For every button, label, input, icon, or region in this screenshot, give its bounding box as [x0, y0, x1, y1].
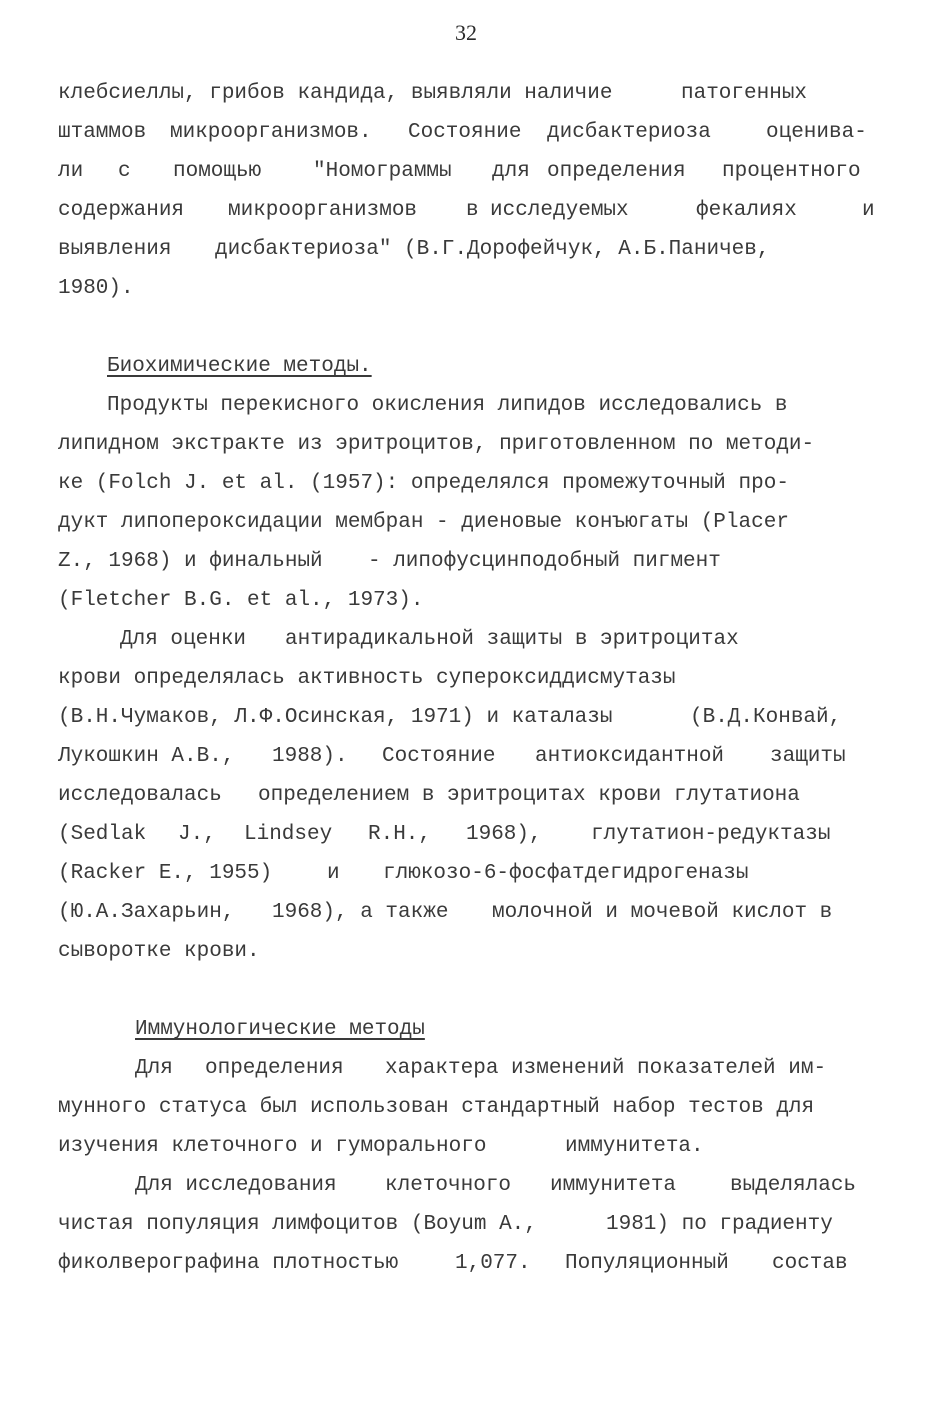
text-segment: Для оценки: [120, 628, 247, 651]
section-heading: Иммунологические методы: [135, 1018, 425, 1041]
text-segment: патогенных: [681, 82, 808, 105]
text-segment: Для исследования: [135, 1174, 337, 1197]
text-line: [0, 1248, 932, 1280]
text-segment: состав: [772, 1252, 848, 1275]
text-line: [0, 1053, 932, 1085]
text-segment: помощью: [173, 160, 262, 183]
text-segment: штаммов: [58, 121, 147, 144]
text-line: [0, 1209, 932, 1241]
text-line: [0, 429, 932, 461]
page-number: 32: [455, 20, 477, 45]
text-segment: ке (Folch J. et al. (1957): определялся промежуточный про-: [58, 472, 789, 495]
text-segment: клебсиеллы, грибов кандида, выявляли наличие: [58, 82, 613, 105]
text-segment: (Sedlak: [58, 823, 147, 846]
text-segment: мунного статуса был использован стандартный набор тестов для: [58, 1096, 815, 1119]
text-segment: характера изменений показателей им-: [385, 1057, 827, 1080]
text-segment: микроорганизмов.: [170, 121, 372, 144]
text-segment: ли: [58, 160, 84, 183]
text-segment: чистая популяция лимфоцитов (Boyum A.,: [58, 1213, 537, 1236]
text-segment: Состояние: [382, 745, 496, 768]
text-segment: исследовалась: [58, 784, 222, 807]
text-segment: - липофусцинподобный пигмент: [368, 550, 721, 573]
text-segment: (Ю.А.Захарьин,: [58, 901, 235, 924]
text-line: [0, 1092, 932, 1124]
text-line: [0, 1131, 932, 1163]
text-segment: клеточного: [385, 1174, 512, 1197]
text-line: [0, 390, 932, 422]
text-line: [0, 585, 932, 617]
text-line: [0, 663, 932, 695]
text-segment: 1980).: [58, 277, 134, 300]
text-line: [0, 195, 932, 227]
text-segment: Продукты перекисного окисления липидов исследовались в: [107, 394, 788, 417]
text-segment: R.H.,: [368, 823, 432, 846]
text-segment: 1988).: [272, 745, 348, 768]
text-segment: иммунитета: [550, 1174, 677, 1197]
text-segment: 1981) по градиенту: [606, 1213, 833, 1236]
text-line: [0, 741, 932, 773]
text-segment: (В.Н.Чумаков, Л.Ф.Осинская, 1971) и каталазы: [58, 706, 613, 729]
text-segment: сыворотке крови.: [58, 940, 260, 963]
text-line: [0, 117, 932, 149]
text-line: [0, 819, 932, 851]
text-line: [0, 936, 932, 968]
text-segment: Lindsey: [244, 823, 333, 846]
text-segment: определением в эритроцитах крови глутатиона: [258, 784, 800, 807]
text-segment: Z., 1968) и финальный: [58, 550, 323, 573]
text-segment: 1968),: [466, 823, 542, 846]
text-segment: 1,077.: [455, 1252, 531, 1275]
text-segment: молочной и мочевой кислот в: [492, 901, 833, 924]
text-segment: и: [862, 199, 875, 222]
text-segment: антирадикальной защиты в эритроцитах: [285, 628, 739, 651]
text-segment: Для: [135, 1057, 173, 1080]
text-line: [0, 468, 932, 500]
text-segment: дисбактериоза: [547, 121, 711, 144]
text-segment: и: [327, 862, 340, 885]
text-line: [0, 507, 932, 539]
text-segment: выявления: [58, 238, 172, 261]
text-segment: фиколверографина плотностью: [58, 1252, 399, 1275]
text-line: [0, 156, 932, 188]
text-segment: исследуемых: [490, 199, 629, 222]
text-line: [0, 780, 932, 812]
text-segment: Лукошкин А.В.,: [58, 745, 235, 768]
text-segment: фекалиях: [696, 199, 797, 222]
text-segment: в: [466, 199, 479, 222]
text-segment: оценива-: [766, 121, 867, 144]
text-segment: J.,: [178, 823, 216, 846]
text-line: [0, 702, 932, 734]
text-segment: определения: [205, 1057, 344, 1080]
text-segment: определения: [547, 160, 686, 183]
text-segment: процентного: [722, 160, 861, 183]
text-segment: содержания: [58, 199, 185, 222]
text-line: [0, 1170, 932, 1202]
section-heading-line: [0, 351, 932, 383]
text-segment: Состояние: [408, 121, 522, 144]
text-segment: глюкозо-6-фосфатдегидрогеназы: [383, 862, 749, 885]
text-segment: (Fletcher B.G. et al., 1973).: [58, 589, 424, 612]
text-segment: "Номограммы: [313, 160, 452, 183]
text-segment: дисбактериоза" (В.Г.Дорофейчук, А.Б.Паничев,: [215, 238, 770, 261]
text-segment: иммунитета.: [565, 1135, 704, 1158]
text-line: [0, 78, 932, 110]
text-segment: изучения клеточного и гуморального: [58, 1135, 487, 1158]
text-segment: Популяционный: [565, 1252, 729, 1275]
text-segment: дукт липопероксидации мембран - диеновые конъюгаты (Placer: [58, 511, 789, 534]
text-segment: для: [492, 160, 530, 183]
text-segment: 1968), а также: [272, 901, 449, 924]
text-line: [0, 546, 932, 578]
text-segment: глутатион-редуктазы: [591, 823, 831, 846]
text-segment: (В.Д.Конвай,: [690, 706, 842, 729]
text-segment: липидном экстракте из эритроцитов, приготовленном по методи-: [58, 433, 815, 456]
text-line: [0, 858, 932, 890]
text-segment: микроорганизмов: [228, 199, 418, 222]
text-segment: защиты: [770, 745, 846, 768]
text-segment: крови определялась активность супероксиддисмутазы: [58, 667, 676, 690]
text-line: [0, 897, 932, 929]
text-segment: антиоксидантной: [535, 745, 725, 768]
text-segment: выделялась: [730, 1174, 857, 1197]
section-heading: Биохимические методы.: [107, 355, 372, 378]
text-line: [0, 234, 932, 266]
section-heading-line: [0, 1014, 932, 1046]
text-line: [0, 624, 932, 656]
text-segment: (Racker E., 1955): [58, 862, 273, 885]
text-segment: с: [118, 160, 131, 183]
text-line: [0, 273, 932, 305]
